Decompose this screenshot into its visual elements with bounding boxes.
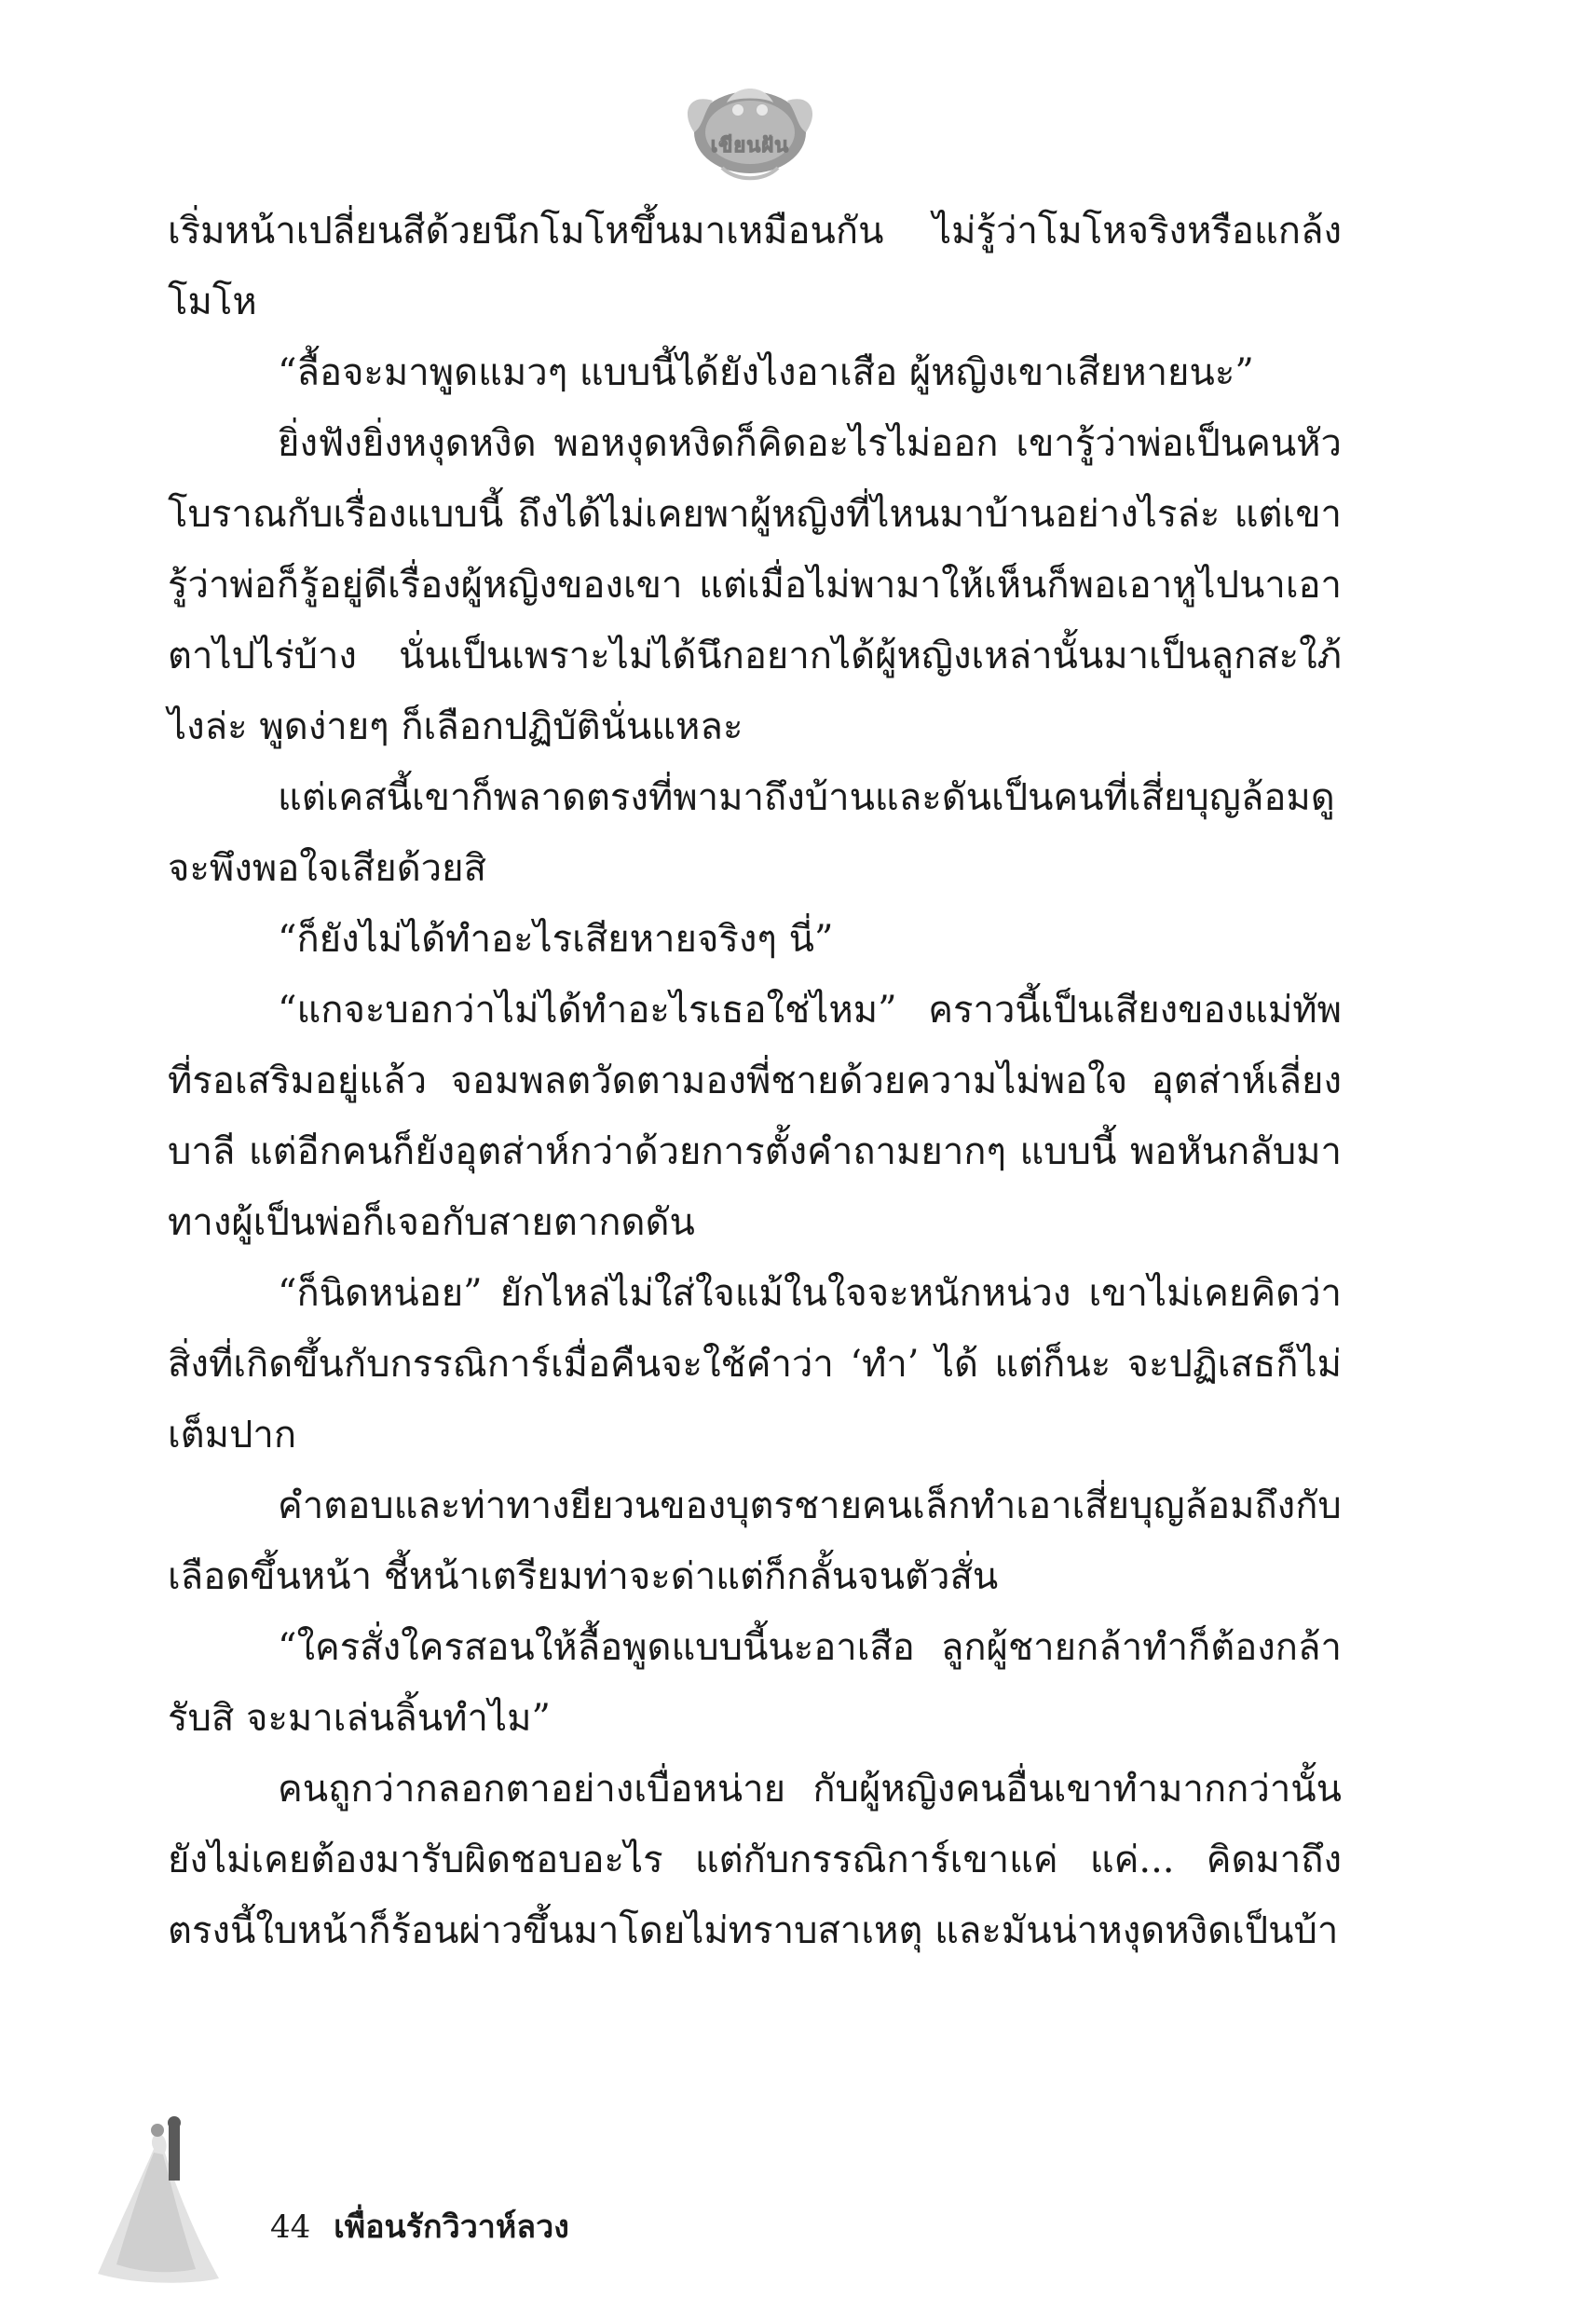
paragraph: แต่เคสนี้เขาก็พลาดตรงที่พามาถึงบ้านและดันเป็นคนที่เสี่ยบุญล้อมดูจะพึงพอใจเสียด้วยสิ xyxy=(168,776,1335,890)
paragraph: เริ่มหน้าเปลี่ยนสีด้วยนึกโมโหขึ้นมาเหมือนกัน ไม่รู้ว่าโมโหจริงหรือแกล้งโมโห xyxy=(168,210,1342,323)
page-number: 44 xyxy=(270,2208,311,2246)
paragraph: “ก็นิดหน่อย” ยักไหล่ไม่ใส่ใจแม้ในใจจะหนักหน่วง เขาไม่เคยคิดว่าสิ่งที่เกิดขึ้นกับกรรณิการ์เมื่อคืนจะใช้คำว่า ‘ทำ’ ได้ แต่ก็นะ จะปฏิเสธก็ไม่เต็มปาก xyxy=(168,1272,1342,1456)
publisher-logo xyxy=(671,75,829,186)
bride-groom-icon xyxy=(89,2115,228,2288)
logo-text: เขียนฝัน xyxy=(710,134,790,157)
page-footer xyxy=(89,2115,927,2292)
paragraph: “ก็ยังไม่ได้ทำอะไรเสียหายจริงๆ นี่” xyxy=(278,918,834,961)
book-title: เพื่อนรักวิวาห์ลวง xyxy=(334,2208,569,2246)
paragraph: “ใครสั่งใครสอนให้ลื้อพูดแบบนี้นะอาเสือ ลูกผู้ชายกล้าทำก็ต้องกล้ารับสิ จะมาเล่นลิ้นทำไม” xyxy=(168,1626,1342,1740)
paragraph: “แกจะบอกว่าไม่ได้ทำอะไรเธอใช่ไหม” คราวนี้เป็นเสียงของแม่ทัพที่รอเสริมอยู่แล้ว จอมพลตวัดตามองพี่ชายด้วยความไม่พอใจ อุตส่าห์เลี่ยงบาลี แต่อีกคนก็ยังอุตส่าห์กว่าด้วยการตั้งคำถามยากๆ แบบนี้ พอหันกลับมาทางผู้เป็นพ่อก็เจอกับสายตากดดัน xyxy=(168,989,1342,1244)
paragraph: คำตอบและท่าทางยียวนของบุตรชายคนเล็กทำเอาเสี่ยบุญล้อมถึงกับเลือดขึ้นหน้า ชี้หน้าเตรียมท่าจะด่าแต่ก็กลั้นจนตัวสั่น xyxy=(168,1484,1342,1598)
paragraph: คนถูกว่ากลอกตาอย่างเบื่อหน่าย กับผู้หญิงคนอื่นเขาทำมากกว่านั้นยังไม่เคยต้องมารับผิดชอบอะไร แต่กับกรรณิการ์เขาแค่ แค่... คิดมาถึงตรงนี้ใบหน้าก็ร้อนผ่าวขึ้นมาโดยไม่ทราบสาเหตุ และมันน่าหงุดหงิดเป็นบ้า xyxy=(168,1768,1342,1952)
paragraph: “ลื้อจะมาพูดแมวๆ แบบนี้ได้ยังไงอาเสือ ผู้หญิงเขาเสียหายนะ” xyxy=(278,351,1254,394)
body-text xyxy=(168,196,1342,1966)
paragraph: ยิ่งฟังยิ่งหงุดหงิด พอหงุดหงิดก็คิดอะไรไม่ออก เขารู้ว่าพ่อเป็นคนหัวโบราณกับเรื่องแบบนี้ ถึงได้ไม่เคยพาผู้หญิงที่ไหนมาบ้านอย่างไรล่ะ แต่เขารู้ว่าพ่อก็รู้อยู่ดีเรื่องผู้หญิงของเขา แต่เมื่อไม่พามาให้เห็นก็พอเอาหูไปนาเอาตาไปไร่บ้าง นั่นเป็นเพราะไม่ได้นึกอยากได้ผู้หญิงเหล่านั้นมาเป็นลูกสะใภ้ไงล่ะ พูดง่ายๆ ก็เลือกปฏิบัตินั่นแหละ xyxy=(168,422,1342,748)
footer-text xyxy=(270,2201,569,2251)
